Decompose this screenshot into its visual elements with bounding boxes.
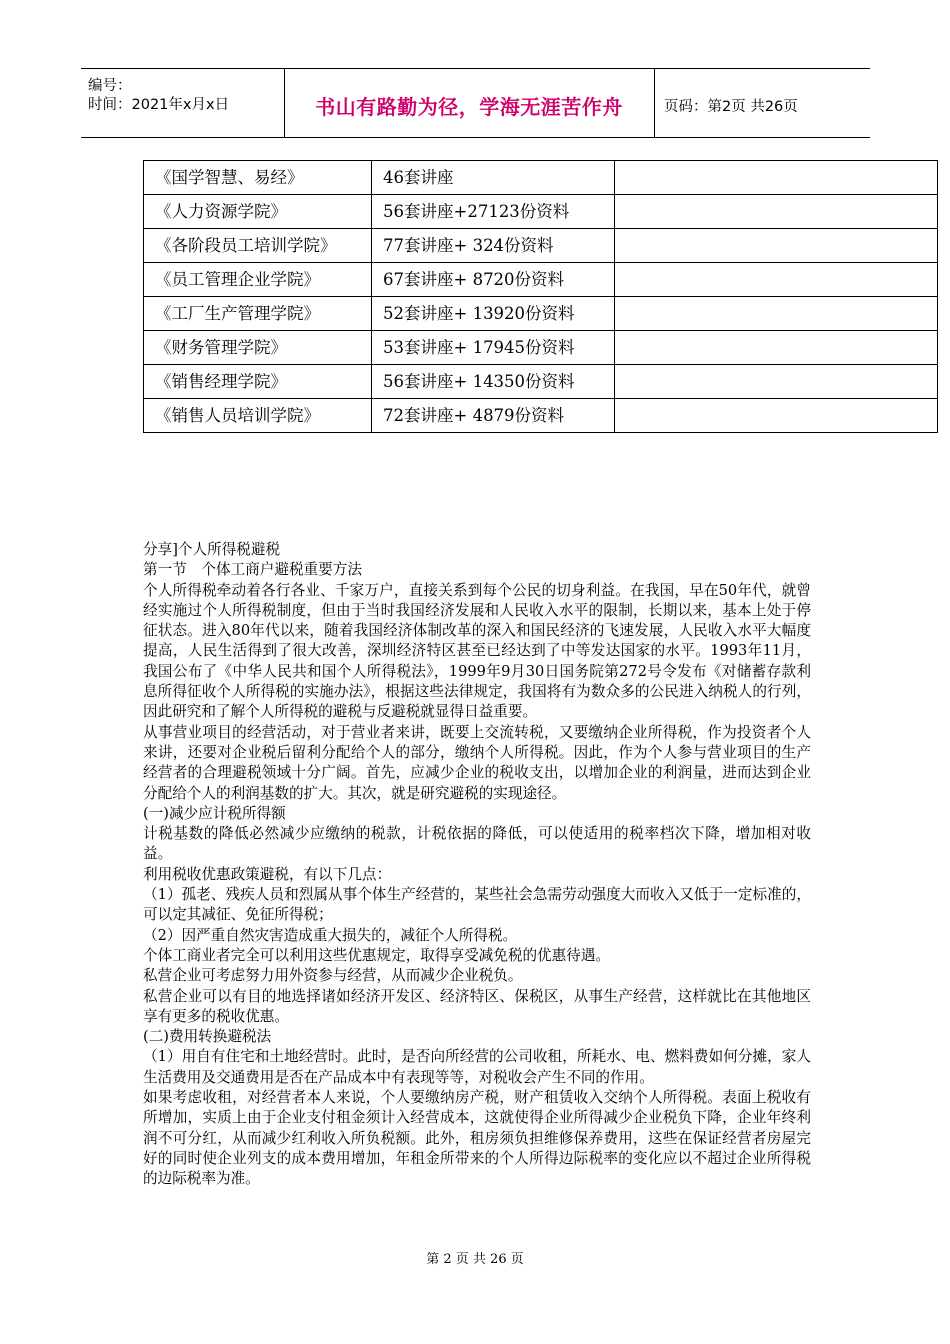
course-extra [615,365,938,399]
course-extra [615,399,938,433]
paragraph: （2）因严重自然灾害造成重大损失的，减征个人所得税。 [143,926,518,944]
course-name: 《财务管理学院》 [144,331,372,365]
page-footer: 第 2 页 共 26 页 [426,1252,524,1267]
course-content: 56套讲座+27123份资料 [372,195,615,229]
course-name: 《销售经理学院》 [144,365,372,399]
table-row [144,263,938,297]
table-row [144,297,938,331]
course-table [143,160,938,433]
course-name: 《人力资源学院》 [144,195,372,229]
paragraph: 个体工商业者完全可以利用这些优惠规定，取得享受减免税的优惠待遇。 [143,946,611,964]
course-extra [615,263,938,297]
table-row [144,365,938,399]
paragraph: 如果考虑收租，对经营者本人来说，个人要缴纳房产税，财产租赁收入交纳个人所得税。表面上税收有所增加，实质上由于企业支付租金须计入经营成本，这就使得企业所得减少企业税负下降，企业年终利润不可分红，从而减少红利收入所负税额。此外，租房须负担维修保养费用，这些在保证经营者房屋完好的同时使企业列支的成本费用增加，年租金所带来的个人所得边际税率的变化应以不超过企业所得税的边际税率为准。 [143,1089,811,1188]
paragraph: 计税基数的降低必然减少应缴纳的税款，计税依据的降低，可以使适用的税率档次下降，增加相对收益。 [143,825,811,863]
course-content: 46套讲座 [372,161,615,195]
course-content: 53套讲座+ 17945份资料 [372,331,615,365]
motto: 书山有路勤为径，学海无涯苦作舟 [315,95,623,119]
paragraph: （1）用自有住宅和土地经营时。此时，是否向所经营的公司收租，所耗水、电、燃料费如何分摊，家人生活费用及交通费用是否在产品成本中有表现等等，对税收会产生不同的作用。 [143,1048,811,1086]
course-extra [615,297,938,331]
paragraph: （1）孤老、残疾人员和烈属从事个体生产经营的，某些社会急需劳动强度大而收入又低于一定标准的，可以定其减征、免征所得税； [143,886,811,924]
course-extra [615,229,938,263]
paragraph: 私营企业可考虑努力用外资参与经营，从而减少企业税负。 [143,967,523,985]
course-extra [615,161,938,195]
subsection-heading: (二)费用转换避税法 [143,1028,272,1046]
course-content: 67套讲座+ 8720份资料 [372,263,615,297]
course-extra [615,195,938,229]
section-heading: 第一节 个体工商户避税重要方法 [143,561,362,579]
header-motto-cell [284,69,655,137]
header-info-cell [81,69,285,137]
table-row [144,331,938,365]
subsection-heading: (一)减少应计税所得额 [143,804,286,822]
paragraph: 从事营业项目的经营活动，对于营业者来讲，既要上交流转税，又要缴纳企业所得税，作为投资者个人来讲，还要对企业税后留利分配给个人的部分，缴纳个人所得税。因此，作为个人参与营业项目的生产经营者的合理避税领域十分广阔。首先，应减少企业的税收支出，以增加企业的利润量，进而达到企业分配给个人的利润基数的扩大。其次，就是研究避税的实现途径。 [143,723,811,802]
body-text [143,540,811,1190]
page-header [81,68,870,138]
header-page-cell [654,69,870,137]
course-content: 52套讲座+ 13920份资料 [372,297,615,331]
course-extra [615,331,938,365]
paragraph: 私营企业可以有目的地选择诸如经济开发区、经济特区、保税区，从事生产经营，这样就比在其他地区享有更多的税收优惠。 [143,987,811,1025]
course-name: 《国学智慧、易经》 [144,161,372,195]
course-name: 《销售人员培训学院》 [144,399,372,433]
table-row [144,229,938,263]
course-content: 56套讲座+ 14350份资料 [372,365,615,399]
table-row [144,195,938,229]
table-row [144,161,938,195]
course-content: 72套讲座+ 4879份资料 [372,399,615,433]
course-name: 《各阶段员工培训学院》 [144,229,372,263]
paragraph: 利用税收优惠政策避税，有以下几点： [143,865,392,883]
serial-number-label: 编号： [88,78,132,94]
course-name: 《工厂生产管理学院》 [144,297,372,331]
section-title: 分享]个人所得税避税 [143,541,281,558]
date-label: 时间：2021年x月x日 [88,97,230,113]
paragraph: 个人所得税牵动着各行各业、千家万户，直接关系到每个公民的切身利益。在我国，早在50年代，就曾经实施过个人所得税制度，但由于当时我国经济发展和人民收入水平的限制，长期以来，基本上处于停征状态。进入80年代以来，随着我国经济体制改革的深入和国民经济的飞速发展，人民收入水平大幅度提高，人民生活得到了很大改善，深圳经济特区甚至已经达到了中等发达国家的水平。1993年11月，我国公布了《中华人民共和国个人所得税法》，1999年9月30日国务院第272号令发布《对储蓄存款利息所得征收个人所得税的实施办法》，根据这些法律规定，我国将有为数众多的公民进入纳税人的行列，因此研究和了解个人所得税的避税与反避税就显得日益重要。 [143,581,811,721]
table-row [144,399,938,433]
course-name: 《员工管理企业学院》 [144,263,372,297]
course-content: 77套讲座+ 324份资料 [372,229,615,263]
page-info: 页码：第2页 共26页 [664,99,798,115]
